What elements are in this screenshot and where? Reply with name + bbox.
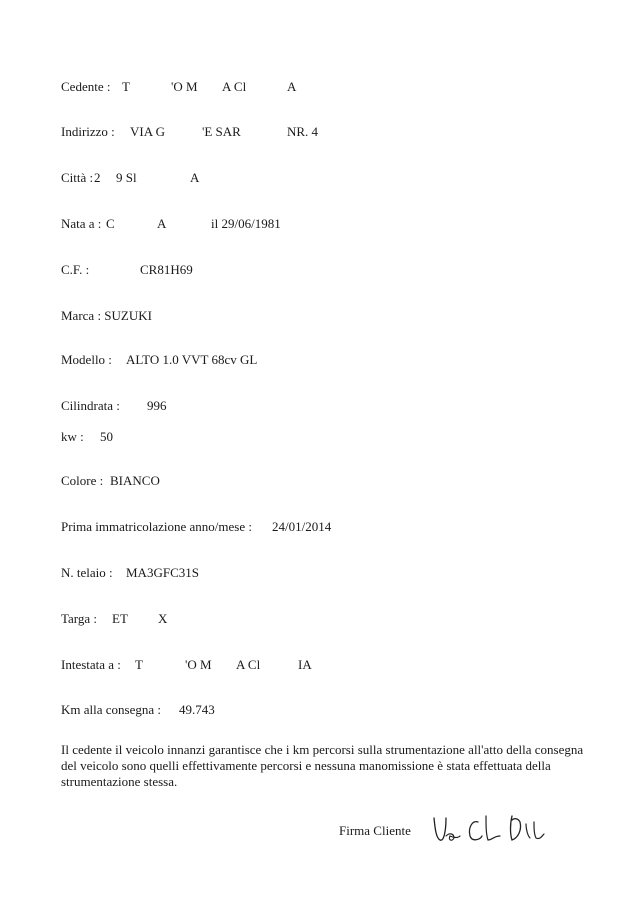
indirizzo-label: Indirizzo :	[61, 124, 115, 139]
indirizzo-part-1: VIA G	[130, 124, 166, 139]
citta-part-2: 9 Sl	[116, 170, 137, 185]
immatricolazione-label: Prima immatricolazione anno/mese :	[61, 519, 252, 534]
nata-part-2: A	[157, 216, 167, 231]
cf-label: C.F. :	[61, 262, 90, 277]
intestata-label: Intestata a :	[61, 657, 121, 672]
kw-label: kw :	[61, 429, 84, 444]
intestata-part-4: IA	[298, 657, 312, 672]
intestata-part-2: 'O M	[185, 657, 212, 672]
handwritten-signature	[430, 808, 550, 848]
cilindrata-label: Cilindrata :	[61, 398, 120, 413]
colore-value: BIANCO	[110, 473, 160, 488]
modello-value: ALTO 1.0 VVT 68cv GL	[126, 352, 258, 367]
cedente-part-1: T	[122, 79, 130, 94]
citta-part-3: A	[190, 170, 200, 185]
modello-label: Modello :	[61, 352, 112, 367]
colore-label: Colore :	[61, 473, 104, 488]
nata-label: Nata a :	[61, 216, 102, 231]
indirizzo-part-2: 'E SAR	[202, 124, 241, 139]
cedente-part-3: A Cl	[222, 79, 247, 94]
cilindrata-value: 996	[147, 398, 167, 413]
kw-value: 50	[100, 429, 113, 444]
citta-label: Città :	[61, 170, 94, 185]
citta-part-1: 2	[94, 170, 101, 185]
immatricolazione-value: 24/01/2014	[272, 519, 332, 534]
km-value: 49.743	[179, 702, 215, 717]
telaio-label: N. telaio :	[61, 565, 113, 580]
marca-label: Marca : SUZUKI	[61, 308, 152, 323]
indirizzo-part-3: NR. 4	[287, 124, 319, 139]
targa-label: Targa :	[61, 611, 98, 626]
signature-label: Firma Cliente	[339, 823, 411, 838]
cedente-part-2: 'O M	[171, 79, 198, 94]
targa-part-2: X	[158, 611, 168, 626]
cedente-label: Cedente :	[61, 79, 111, 94]
nata-date: il 29/06/1981	[211, 216, 281, 231]
km-label: Km alla consegna :	[61, 702, 161, 717]
cf-value: CR81H69	[140, 262, 193, 277]
nata-part-1: C	[106, 216, 115, 231]
intestata-part-3: A Cl	[236, 657, 261, 672]
cedente-part-4: A	[287, 79, 297, 94]
telaio-value: MA3GFC31S	[126, 565, 199, 580]
intestata-part-1: T	[135, 657, 143, 672]
targa-part-1: ET	[112, 611, 128, 626]
declaration-paragraph: Il cedente il veicolo innanzi garantisce che i km percorsi sulla strumentazione all'atto della consegna del veicolo sono quelli effettivamente percorsi e nessuna manomissione è stata effettuata della strumentazione stessa.	[61, 742, 584, 789]
